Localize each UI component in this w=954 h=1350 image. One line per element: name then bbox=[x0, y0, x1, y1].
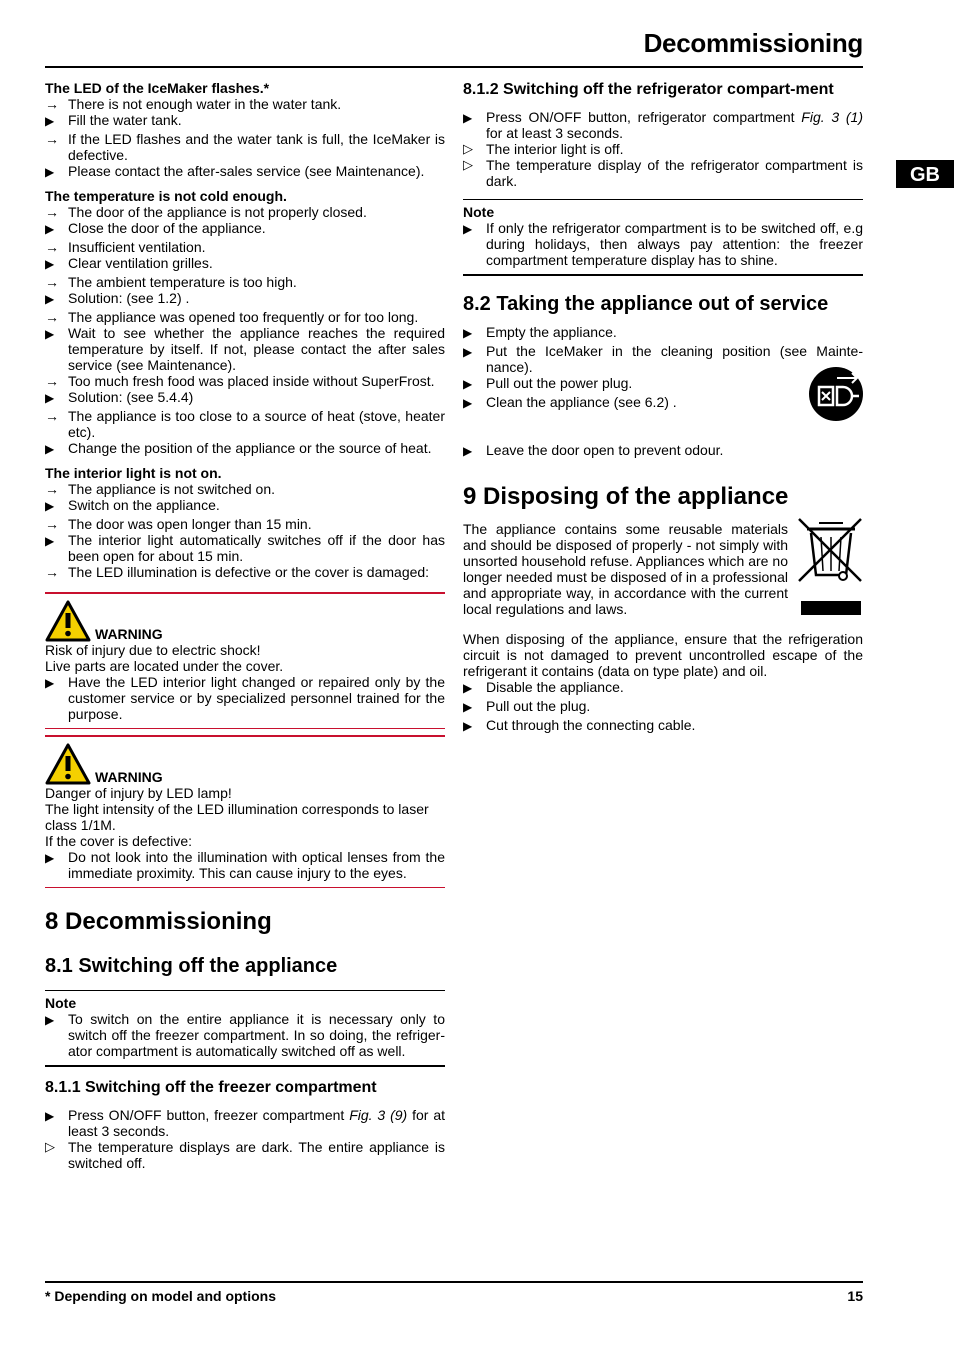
cause-arrow-icon: → bbox=[45, 96, 59, 112]
action-arrow-icon: ▶ bbox=[463, 345, 473, 359]
temperature-heading: The temperature is not cold enough. bbox=[45, 188, 287, 204]
action-arrow-icon: ▶ bbox=[45, 257, 55, 271]
figure-reference: Fig. 3 (9) bbox=[349, 1107, 408, 1123]
list-item bbox=[45, 220, 445, 239]
cause-arrow-icon: → bbox=[45, 274, 59, 290]
list-item: ▶ Clean the appliance (see 6.2) . bbox=[463, 394, 809, 413]
section-8-1-2-title: 8.1.2 Switching off the refrigerator compart-ment bbox=[463, 81, 834, 98]
list-item bbox=[45, 532, 445, 564]
light-list bbox=[45, 481, 445, 580]
list-item bbox=[45, 131, 445, 163]
list-item bbox=[45, 516, 445, 532]
list-item-text: Solution: (see 1.2) . bbox=[68, 290, 190, 306]
disposal-block bbox=[463, 521, 863, 617]
action-arrow-icon: ▶ bbox=[463, 377, 473, 391]
action-arrow-icon: ▶ bbox=[463, 681, 473, 695]
action-arrow-icon: ▶ bbox=[45, 1013, 55, 1027]
cause-arrow-icon: → bbox=[45, 309, 59, 325]
language-tab: GB bbox=[896, 160, 954, 188]
warning-action: ▶ Do not look into the illumination with optical lenses from the immediate proximity. This can cause injury to the eyes. bbox=[45, 849, 445, 881]
action-arrow-icon: ▶ bbox=[463, 719, 473, 733]
note-8-1 bbox=[45, 990, 445, 1067]
note-8-1-2 bbox=[463, 199, 863, 276]
cause-arrow-icon: → bbox=[45, 131, 59, 147]
section-9-title: 9 Disposing of the appliance bbox=[463, 483, 789, 510]
page-header-title: Decommissioning bbox=[643, 28, 863, 58]
note-label: Note bbox=[45, 995, 77, 1011]
action-arrow-icon: ▶ bbox=[45, 327, 55, 341]
action-arrow-icon: ▶ bbox=[45, 222, 55, 236]
section-8-2-title: 8.2 Taking the appliance out of service bbox=[463, 293, 829, 315]
action-arrow-icon: ▶ bbox=[463, 444, 473, 458]
warning-label: WARNING bbox=[95, 626, 163, 642]
warning-triangle-icon bbox=[45, 600, 91, 642]
icemaker-list bbox=[45, 96, 445, 182]
list-item bbox=[45, 440, 445, 459]
list-item bbox=[45, 274, 445, 290]
crossed-out-bin-icon bbox=[797, 515, 865, 617]
warning-line: Risk of injury due to electric shock! bbox=[45, 642, 261, 658]
note-text: If only the refrigerator compartment is to be switched off, e.g during holidays, then always pay attention: the freezer compartment temperature display has to shine. bbox=[486, 220, 863, 268]
action-arrow-icon: ▶ bbox=[45, 391, 55, 405]
header-rule bbox=[45, 66, 863, 68]
right-column bbox=[463, 80, 863, 736]
light-heading: The interior light is not on. bbox=[45, 465, 222, 481]
refrigerant-paragraph: When disposing of the appliance, ensure that the refrigeration circuit is not damaged to prevent uncontrolled escape of the refrigerant it contains (data on type plate) and oil. bbox=[463, 631, 863, 679]
list-item-text: Fill the water tank. bbox=[68, 112, 182, 128]
list-item-text: There is not enough water in the water tank. bbox=[68, 96, 342, 112]
cause-arrow-icon: → bbox=[45, 408, 59, 424]
figure-reference: Fig. 3 (1) bbox=[801, 109, 863, 125]
list-item bbox=[45, 373, 445, 389]
cause-arrow-icon: → bbox=[45, 239, 59, 255]
list-item bbox=[45, 481, 445, 497]
action-arrow-icon: ▶ bbox=[45, 442, 55, 456]
list-item-text: Please contact the after-sales service (see Maintenance). bbox=[68, 163, 425, 179]
list-item-text: The appliance is not switched on. bbox=[68, 481, 276, 497]
result-triangle-icon: ▷ bbox=[463, 141, 473, 156]
note-text: To switch on the entire appliance it is necessary only to switch off the freezer compartment. In so doing, the refriger-ator compartment is automatically switched off as well. bbox=[68, 1011, 445, 1059]
cause-arrow-icon: → bbox=[45, 481, 59, 497]
list-item-text: Change the position of the appliance or the source of heat. bbox=[68, 440, 432, 456]
list-item bbox=[45, 96, 445, 112]
service-list bbox=[463, 324, 863, 461]
list-item-text: The LED illumination is defective or the cover is damaged: bbox=[68, 564, 430, 580]
unplug-icon bbox=[807, 365, 865, 423]
list-item bbox=[45, 255, 445, 274]
disposal-paragraph: The appliance contains some reusable materials and should be disposed of properly - not simply with unsorted household refuse. Appliances which are no longer needed must be disposed of in a professional and appropriate way, in accordance with the current local regulations and laws. bbox=[463, 521, 788, 617]
result-triangle-icon: ▷ bbox=[45, 1139, 55, 1154]
list-item bbox=[45, 497, 445, 516]
list-item bbox=[45, 112, 445, 131]
fridge-off-result: ▷ The temperature display of the refrigerator compartment is dark. bbox=[463, 157, 863, 189]
cause-arrow-icon: → bbox=[45, 516, 59, 532]
list-item bbox=[45, 239, 445, 255]
list-item-text: If the LED flashes and the water tank is full, the IceMaker is defective. bbox=[68, 131, 445, 163]
cause-arrow-icon: → bbox=[45, 373, 59, 389]
warning-line: Live parts are located under the cover. bbox=[45, 658, 284, 674]
action-arrow-icon: ▶ bbox=[45, 499, 55, 513]
list-item-text: Wait to see whether the appliance reaches the required temperature by itself. If not, please contact the after sales service (see Maintenance). bbox=[68, 325, 445, 373]
list-item: ▶ Disable the appliance. bbox=[463, 679, 863, 698]
section-8-title: 8 Decommissioning bbox=[45, 908, 272, 935]
action-arrow-icon: ▶ bbox=[463, 111, 473, 125]
left-column bbox=[45, 80, 445, 1171]
list-item bbox=[45, 290, 445, 309]
action-arrow-icon: ▶ bbox=[45, 114, 55, 128]
action-arrow-icon: ▶ bbox=[45, 165, 55, 179]
fridge-off-action: ▶ Press ON/OFF button, refrigerator compartment Fig. 3 (1) for at least 3 seconds. bbox=[463, 109, 863, 141]
action-arrow-icon: ▶ bbox=[45, 1109, 55, 1123]
temperature-list bbox=[45, 204, 445, 459]
list-item-text: The appliance is too close to a source of heat (stove, heater etc). bbox=[68, 408, 445, 440]
warning-label: WARNING bbox=[95, 769, 163, 785]
freezer-off-result: ▷ The temperature displays are dark. The entire appliance is switched off. bbox=[45, 1139, 445, 1171]
action-arrow-icon: ▶ bbox=[45, 534, 55, 548]
freezer-off-action: ▶ Press ON/OFF button, freezer compartment Fig. 3 (9) for at least 3 seconds. bbox=[45, 1107, 446, 1139]
action-arrow-icon: ▶ bbox=[45, 292, 55, 306]
cause-arrow-icon: → bbox=[45, 564, 59, 580]
list-item bbox=[45, 309, 445, 325]
list-item-text: Insufficient ventilation. bbox=[68, 239, 206, 255]
list-item-text: The appliance was opened too frequently or for too long. bbox=[68, 309, 419, 325]
icemaker-heading: The LED of the IceMaker flashes.* bbox=[45, 80, 270, 96]
action-arrow-icon: ▶ bbox=[463, 396, 473, 410]
section-8-1-1-title: 8.1.1 Switching off the freezer compartment bbox=[45, 1079, 377, 1096]
warning-action: ▶ Have the LED interior light changed or repaired only by the customer service or by specialized personnel trained for the purpose. bbox=[45, 674, 445, 722]
list-item-text: The interior light automatically switches off if the door has been open for about 15 min. bbox=[68, 532, 445, 564]
warning-line: If the cover is defective: bbox=[45, 833, 193, 849]
fridge-off-result: ▷ The interior light is off. bbox=[463, 141, 624, 157]
list-item: ▶ Pull out the power plug. bbox=[463, 375, 809, 394]
action-arrow-icon: ▶ bbox=[463, 222, 473, 236]
list-item: ▶ Leave the door open to prevent odour. bbox=[463, 442, 863, 461]
list-item-text: The door was open longer than 15 min. bbox=[68, 516, 312, 532]
list-item bbox=[45, 408, 445, 440]
section-8-1-title: 8.1 Switching off the appliance bbox=[45, 955, 338, 977]
action-arrow-icon: ▶ bbox=[45, 676, 55, 690]
action-arrow-icon: ▶ bbox=[463, 700, 473, 714]
list-item bbox=[45, 564, 445, 580]
list-item-text: Close the door of the appliance. bbox=[68, 220, 266, 236]
cause-arrow-icon: → bbox=[45, 204, 59, 220]
footer-note: * Depending on model and options bbox=[45, 1288, 276, 1304]
list-item: ▶ Pull out the plug. bbox=[463, 698, 863, 717]
list-item-text: The door of the appliance is not properly closed. bbox=[68, 204, 367, 220]
warning-triangle-icon bbox=[45, 743, 91, 785]
warning-line: Danger of injury by LED lamp! bbox=[45, 785, 232, 801]
list-item bbox=[45, 389, 445, 408]
note-label: Note bbox=[463, 204, 495, 220]
warning-line: The light intensity of the LED illumination corresponds to laser class 1/1M. bbox=[45, 801, 429, 833]
list-item-text: Too much fresh food was placed inside without SuperFrost. bbox=[68, 373, 435, 389]
list-item: ▶ Empty the appliance. bbox=[463, 324, 809, 343]
list-item-text: Solution: (see 5.4.4) bbox=[68, 389, 194, 405]
list-item bbox=[45, 204, 445, 220]
list-item bbox=[45, 325, 445, 373]
list-item-text: Clear ventilation grilles. bbox=[68, 255, 213, 271]
warning-electric-shock bbox=[45, 592, 445, 729]
warning-led-lamp bbox=[45, 735, 445, 888]
action-arrow-icon: ▶ bbox=[45, 851, 55, 865]
list-item: ▶ Put the IceMaker in the cleaning position (see Mainte-nance). bbox=[463, 343, 863, 375]
action-arrow-icon: ▶ bbox=[463, 326, 473, 340]
list-item bbox=[45, 163, 445, 182]
page-number: 15 bbox=[847, 1288, 863, 1304]
result-triangle-icon: ▷ bbox=[463, 157, 473, 172]
list-item-text: The ambient temperature is too high. bbox=[68, 274, 297, 290]
list-item: ▶ Cut through the connecting cable. bbox=[463, 717, 863, 736]
footer-rule bbox=[45, 1281, 863, 1283]
list-item-text: Switch on the appliance. bbox=[68, 497, 220, 513]
